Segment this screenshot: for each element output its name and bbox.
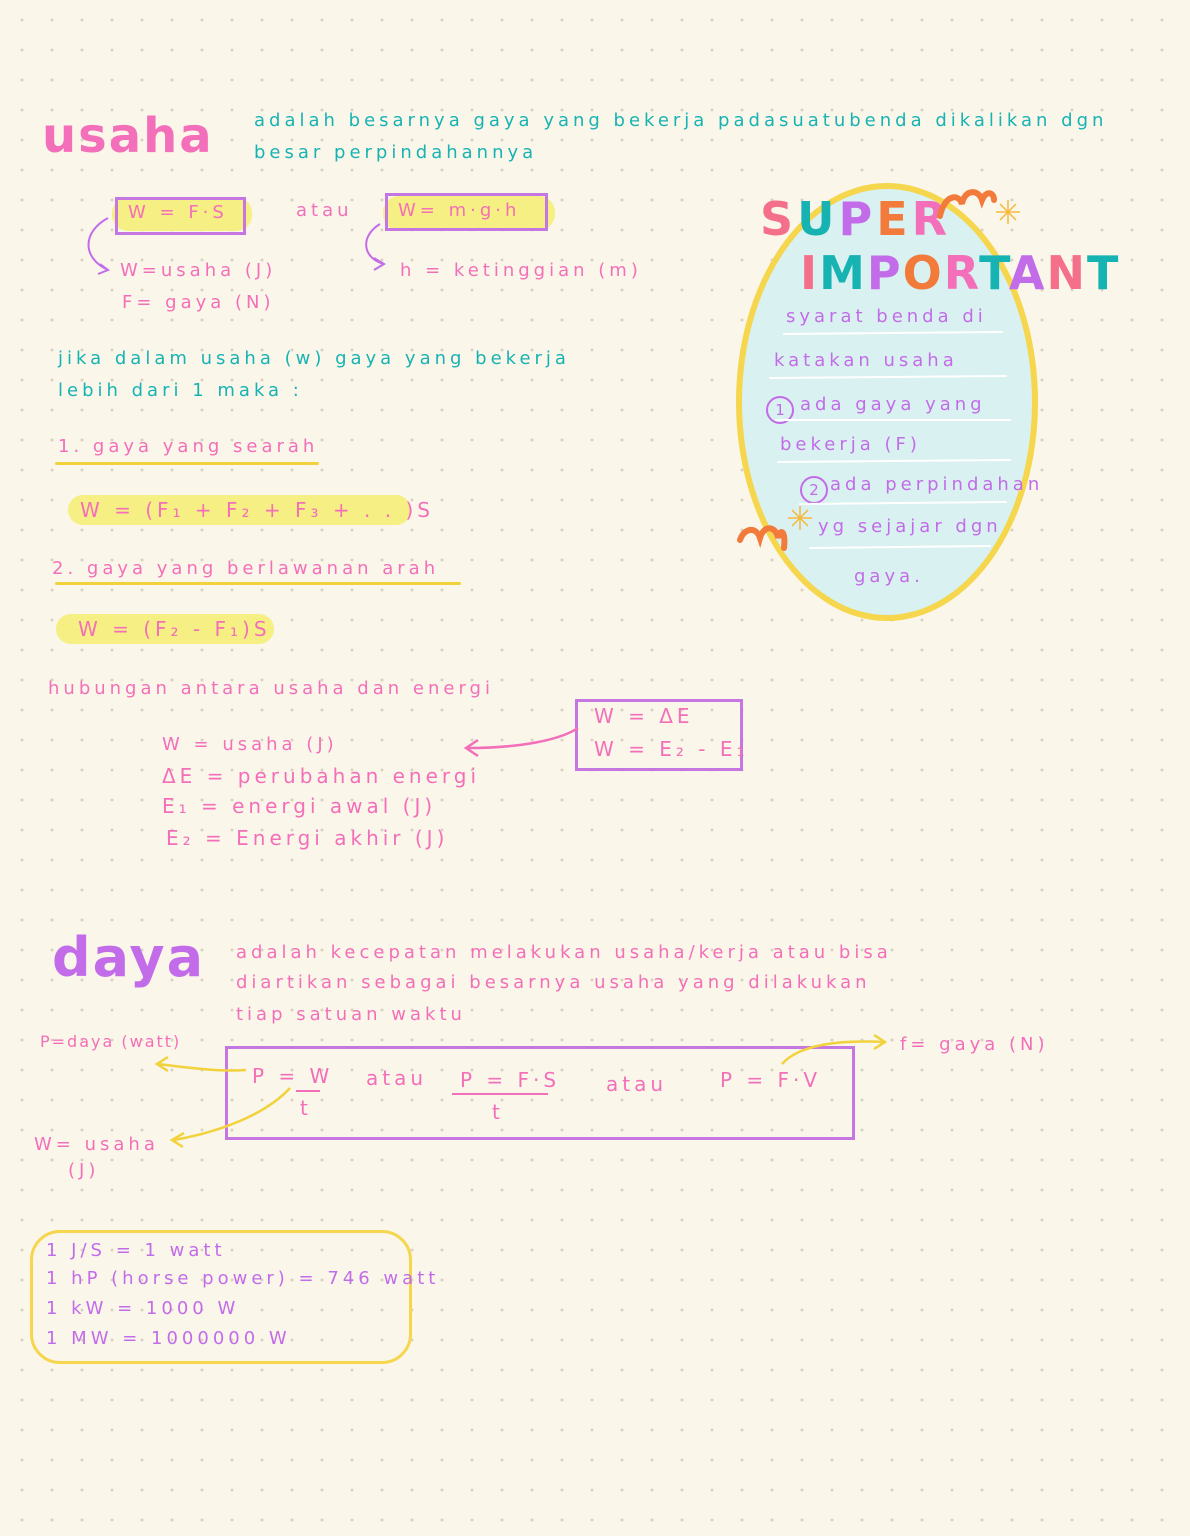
f1-numerator: P = W bbox=[252, 1064, 334, 1088]
relation-var-de: ΔE = perubahan energi bbox=[162, 764, 481, 788]
num-circle-2: 2 bbox=[800, 476, 828, 504]
unit-line1: 1 J/S = 1 watt bbox=[46, 1240, 226, 1261]
daya-or2: atau bbox=[606, 1072, 668, 1096]
squiggle-bottom-icon bbox=[740, 528, 784, 548]
daya-definition-line1: adalah kecepatan melakukan usaha/kerja atau bisa bbox=[236, 942, 892, 963]
relation-box-line1: W = ΔE bbox=[594, 704, 694, 728]
sparkle-top-icon bbox=[996, 200, 1020, 224]
banner-letter: I bbox=[800, 246, 820, 300]
squiggle-top-icon bbox=[940, 192, 994, 216]
relation-var-e1: E₁ = energi awal (J) bbox=[162, 794, 437, 818]
label-p-daya: P=daya (watt) bbox=[40, 1032, 182, 1051]
usaha-definition-line1: adalah besarnya gaya yang bekerja padasuatubenda dikalikan dgn bbox=[254, 110, 1108, 131]
case2-formula: W = (F₂ - F₁)S bbox=[78, 617, 271, 641]
arrow-head-2-icon bbox=[374, 258, 384, 270]
daya-definition-line2: diartikan sebagai besarnya usaha yang dilakukan bbox=[236, 972, 871, 993]
banner-letter: N bbox=[1046, 246, 1088, 300]
var-h: h = ketinggian (m) bbox=[400, 260, 642, 281]
f2-numerator: P = F·S bbox=[460, 1068, 561, 1092]
oval-ruled-lines bbox=[770, 332, 1010, 548]
usaha-definition-line2: besar perpindahannya bbox=[254, 142, 538, 163]
var-f: F= gaya (N) bbox=[122, 292, 275, 313]
sparkle-bottom-icon bbox=[788, 506, 812, 530]
relation-box-line2: W = E₂ - E₁ bbox=[594, 737, 749, 761]
banner-letter: E bbox=[876, 192, 912, 246]
label-w-unit: (J) bbox=[68, 1160, 100, 1181]
banner-letter: T bbox=[979, 246, 1009, 300]
banner-letter: M bbox=[819, 246, 867, 300]
f1-denominator: t bbox=[300, 1096, 312, 1120]
banner-letter: O bbox=[902, 246, 944, 300]
relation-title: hubungan antara usaha dan energi bbox=[48, 678, 494, 699]
unit-line2: 1 hP (horse power) = 746 watt bbox=[46, 1268, 440, 1289]
note-line1: jika dalam usaha (w) gaya yang bekerja bbox=[58, 348, 570, 369]
banner-letter: A bbox=[1008, 246, 1047, 300]
var-w: W=usaha (J) bbox=[120, 260, 277, 281]
formula-w-mgh: W= m·g·h bbox=[398, 200, 521, 221]
banner-letter: S bbox=[760, 192, 798, 246]
arrow-formula1-icon bbox=[89, 218, 109, 270]
formula-w-fs: W = F·S bbox=[128, 202, 228, 223]
arrow-relation-icon bbox=[468, 728, 578, 748]
daya-definition-line3: tiap satuan waktu bbox=[236, 1004, 466, 1025]
banner-letter: P bbox=[866, 246, 903, 300]
important-line5: ada perpindahan bbox=[830, 474, 1044, 495]
f2-denominator: t bbox=[492, 1100, 504, 1124]
banner-letter: U bbox=[797, 192, 839, 246]
case1-formula: W = (F₁ + F₂ + F₃ + . . )S bbox=[80, 498, 434, 522]
banner-letter: R bbox=[911, 192, 952, 246]
usaha-title: usaha bbox=[42, 108, 214, 164]
daya-title: daya bbox=[52, 926, 206, 989]
case1-title: 1. gaya yang searah bbox=[58, 436, 319, 457]
arrow-f-icon bbox=[782, 1042, 884, 1064]
num-circle-1: 1 bbox=[766, 396, 794, 424]
banner-letter: R bbox=[943, 246, 980, 300]
label-f-gaya: f= gaya (N) bbox=[900, 1034, 1049, 1055]
label-w-usaha: W= usaha bbox=[34, 1134, 159, 1155]
arrow-p-icon bbox=[158, 1064, 246, 1071]
arrow-w-icon bbox=[174, 1088, 290, 1140]
important-line3: ada gaya yang bbox=[800, 394, 986, 415]
f3-formula: P = F·V bbox=[720, 1068, 822, 1092]
unit-line3: 1 kW = 1000 W bbox=[46, 1298, 240, 1319]
banner-letter: P bbox=[838, 192, 877, 246]
important-line6: yg sejajar dgn bbox=[818, 516, 1002, 537]
important-line2: katakan usaha bbox=[774, 350, 958, 371]
note-line2: lebih dari 1 maka : bbox=[58, 380, 303, 401]
important-line4: bekerja (F) bbox=[780, 434, 921, 455]
banner-letter: T bbox=[1087, 246, 1121, 300]
daya-or1: atau bbox=[366, 1066, 428, 1090]
case2-title: 2. gaya yang berlawanan arah bbox=[52, 558, 440, 579]
relation-var-e2: E₂ = Energi akhir (J) bbox=[166, 826, 449, 850]
important-line1: syarat benda di bbox=[786, 306, 987, 327]
important-line7: gaya. bbox=[854, 566, 924, 587]
relation-var-w: W = usaha (J) bbox=[162, 734, 338, 755]
formula-or: atau bbox=[296, 200, 353, 221]
unit-line4: 1 MW = 1000000 W bbox=[46, 1328, 291, 1349]
